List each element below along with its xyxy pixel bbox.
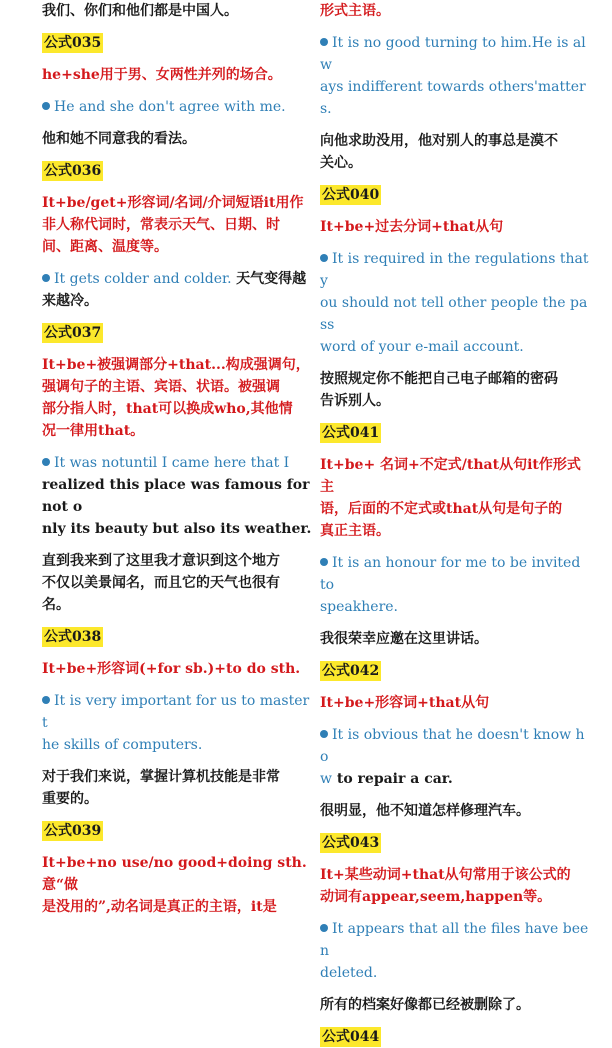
bullet-icon xyxy=(320,254,328,262)
formula-rule-036: It+be/get+形容词/名词/介词短语it用作 非人称代词时，常表示天气、日期、时 间、距离、温度等。 xyxy=(42,195,304,255)
bullet-icon xyxy=(320,730,328,738)
translation-040: 按照规定你不能把自己电子邮箱的密码 告诉别人。 xyxy=(320,371,558,409)
translation-038: 对于我们来说，掌握计算机技能是非常 重要的。 xyxy=(42,769,280,807)
formula-label-044: 公式044 xyxy=(322,1029,380,1045)
translation-042: 很明显，他不知道怎样修理汽车。 xyxy=(320,803,530,819)
formula-label-039: 公式039 xyxy=(44,823,102,839)
formula-label-041: 公式041 xyxy=(322,425,380,441)
translation-035: 他和她不同意我的看法。 xyxy=(42,131,196,147)
formula-rule-038: It+be+形容词(+for sb.)+to do sth. xyxy=(42,661,301,677)
formula-rule-040: It+be+过去分词+that从句 xyxy=(320,219,504,235)
right-column xyxy=(320,0,590,1048)
intro-sentence: 我们、你们和他们都是中国人。 xyxy=(42,3,238,19)
example-sentence-042: It is obvious that he doesn't know ho w to repair a car. xyxy=(320,727,585,787)
translation-041: 我很荣幸应邀在这里讲话。 xyxy=(320,631,488,647)
example-sentence-039: It is no good turning to him.He is alw ays indifferent towards others'matters. xyxy=(320,35,586,117)
formula-rule-041: It+be+ 名词+不定式/that从句it作形式主 语，后面的不定式或that从句是句子的 真正主语。 xyxy=(320,457,581,539)
translation-036: 天气变得越 xyxy=(236,271,307,287)
formula-rule-035: he+she用于男、女两性并列的场合。 xyxy=(42,67,282,83)
bullet-icon xyxy=(42,696,50,704)
example-sentence-040: It is required in the regulations that y ou should not tell other people the pass word of your e-mail account. xyxy=(320,251,589,355)
example-sentence-035: He and she don't agree with me. xyxy=(42,96,312,118)
formula-rule-037: It+be+被强调部分+that...构成强调句， 强调句子的主语、宾语、状语。被强调 部分指人时，that可以换成who,其他情 况一律用that。 xyxy=(42,357,310,439)
translation-039: 向他求助没用，他对别人的事总是漠不 关心。 xyxy=(320,133,558,171)
formula-rule-042: It+be+形容词+that从句 xyxy=(320,695,490,711)
example-sentence-043: It appears that all the files have been deleted. xyxy=(320,921,589,981)
left-column xyxy=(42,0,312,918)
bullet-icon xyxy=(320,38,328,46)
formula-label-042: 公式042 xyxy=(322,663,380,679)
formula-label-036: 公式036 xyxy=(44,163,102,179)
formula-label-043: 公式043 xyxy=(322,835,380,851)
formula-label-040: 公式040 xyxy=(322,187,380,203)
formula-rule-043: It+某些动词+that从句常用于该公式的 动词有appear,seem,happen等。 xyxy=(320,867,571,905)
example-sentence-036: It gets colder and colder. 天气变得越 来越冷。 xyxy=(42,271,307,309)
bullet-icon xyxy=(42,458,50,466)
formula-label-035: 公式035 xyxy=(44,35,102,51)
bullet-icon xyxy=(320,924,328,932)
example-sentence-037: It was notuntil I came here that I realized this place was famous for not o nly its beauty but also its weather. xyxy=(42,455,312,537)
example-sentence-038: It is very important for us to master t he skills of computers. xyxy=(42,693,310,753)
translation-043: 所有的档案好像都已经被删除了。 xyxy=(320,997,530,1013)
bullet-icon xyxy=(42,274,50,282)
formula-rule-039-continued: 形式主语。 xyxy=(320,3,390,19)
formula-label-038: 公式038 xyxy=(44,629,102,645)
example-sentence-041: It is an honour for me to be invited to speakhere. xyxy=(320,555,581,615)
formula-rule-039: It+be+no use/no good+doing sth.意“做 是没用的”,动名词是真正的主语，it是 xyxy=(42,855,307,915)
translation-037: 直到我来到了这里我才意识到这个地方 不仅以美景闻名，而且它的天气也很有 名。 xyxy=(42,553,280,613)
formula-label-037: 公式037 xyxy=(44,325,102,341)
bullet-icon xyxy=(320,558,328,566)
bullet-icon xyxy=(42,102,50,110)
